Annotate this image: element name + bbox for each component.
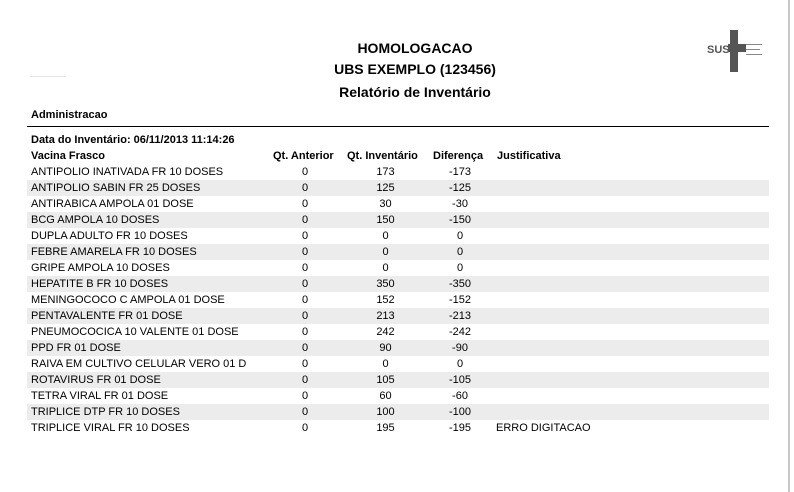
cell-vaccine-name: GRIPE AMPOLA 10 DOSES — [31, 262, 170, 274]
cell-qt-anterior: 0 — [301, 374, 309, 386]
logo-text: SUS — [707, 44, 730, 56]
cell-vaccine-name: TRIPLICE VIRAL FR 10 DOSES — [31, 422, 190, 434]
cell-qt-inventario: 30 — [379, 198, 392, 210]
cell-qt-anterior: 0 — [301, 166, 309, 178]
cell-vaccine-name: PENTAVALENTE FR 01 DOSE — [31, 310, 183, 322]
report-title-line1: HOMOLOGACAO — [357, 40, 473, 56]
cell-vaccine-name: MENINGOCOCO C AMPOLA 01 DOSE — [31, 294, 225, 306]
cell-qt-anterior: 0 — [301, 422, 309, 434]
cell-vaccine-name: DUPLA ADULTO FR 10 DOSES — [31, 230, 188, 242]
cell-qt-inventario: 173 — [376, 166, 395, 178]
col-header-justificativa: Justificativa — [497, 150, 561, 162]
cell-qt-inventario: 195 — [376, 422, 395, 434]
cell-qt-anterior: 0 — [301, 182, 309, 194]
cell-qt-inventario: 152 — [376, 294, 395, 306]
cell-qt-inventario: 60 — [379, 390, 392, 402]
faint-divider — [30, 76, 66, 77]
cell-qt-inventario: 0 — [382, 262, 389, 274]
cell-vaccine-name: TETRA VIRAL FR 01 DOSE — [31, 390, 169, 402]
cell-qt-anterior: 0 — [301, 214, 309, 226]
cell-qt-anterior: 0 — [301, 406, 309, 418]
col-header-diferenca: Diferença — [433, 150, 484, 162]
col-header-name: Vacina Frasco — [31, 150, 105, 162]
cell-qt-anterior: 0 — [301, 390, 309, 402]
report-title-line2: UBS EXEMPLO (123456) — [334, 61, 496, 77]
cell-diferenca: -213 — [448, 310, 472, 322]
table-row — [27, 164, 769, 180]
cell-qt-inventario: 350 — [376, 278, 395, 290]
cell-vaccine-name: FEBRE AMARELA FR 10 DOSES — [31, 246, 197, 258]
table-row — [27, 292, 769, 308]
cell-diferenca: -30 — [452, 198, 468, 210]
cell-diferenca: -105 — [448, 374, 472, 386]
table-row — [27, 196, 769, 212]
sus-cross-logo-icon — [706, 30, 766, 72]
table-row — [27, 388, 769, 404]
cell-qt-anterior: 0 — [301, 358, 309, 370]
cell-qt-inventario: 242 — [376, 326, 395, 338]
cell-vaccine-name: TRIPLICE DTP FR 10 DOSES — [31, 406, 180, 418]
cell-justificativa: ERRO DIGITACAO — [496, 422, 591, 434]
cell-diferenca: 0 — [456, 230, 464, 242]
cell-diferenca: -350 — [448, 278, 472, 290]
cell-vaccine-name: ANTIRABICA AMPOLA 01 DOSE — [31, 198, 194, 210]
cell-qt-inventario: 105 — [376, 374, 395, 386]
cell-vaccine-name: HEPATITE B FR 10 DOSES — [31, 278, 169, 290]
table-row — [27, 212, 769, 228]
table-row — [27, 324, 769, 340]
cell-diferenca: 0 — [456, 358, 464, 370]
cell-vaccine-name: BCG AMPOLA 10 DOSES — [31, 214, 160, 226]
section-title: Administracao — [31, 109, 108, 121]
cell-vaccine-name: ANTIPOLIO SABIN FR 25 DOSES — [31, 182, 201, 194]
cell-qt-anterior: 0 — [301, 230, 309, 242]
cell-vaccine-name: ROTAVIRUS FR 01 DOSE — [31, 374, 161, 386]
cell-diferenca: 0 — [456, 246, 464, 258]
table-row — [27, 404, 769, 420]
table-row — [27, 244, 769, 260]
cell-qt-inventario: 100 — [376, 406, 395, 418]
cell-diferenca: -195 — [448, 422, 472, 434]
cell-vaccine-name: RAIVA EM CULTIVO CELULAR VERO 01 D — [31, 358, 247, 370]
table-row — [27, 180, 769, 196]
cell-qt-inventario: 0 — [382, 230, 389, 242]
table-row — [27, 420, 769, 436]
cell-diferenca: -125 — [448, 182, 472, 194]
cell-diferenca: -150 — [448, 214, 472, 226]
table-row — [27, 276, 769, 292]
cell-qt-anterior: 0 — [301, 198, 309, 210]
cell-diferenca: -242 — [448, 326, 472, 338]
inventory-date — [31, 134, 235, 146]
cell-qt-anterior: 0 — [301, 246, 309, 258]
cell-diferenca: -60 — [452, 390, 468, 402]
cell-diferenca: -90 — [452, 342, 468, 354]
inventory-table — [27, 164, 769, 436]
cell-diferenca: -100 — [448, 406, 472, 418]
table-row — [27, 340, 769, 356]
report-header — [0, 38, 794, 103]
cell-qt-anterior: 0 — [301, 262, 309, 274]
report-title-line3: Relatório de Inventário — [339, 84, 491, 100]
cell-qt-inventario: 90 — [379, 342, 392, 354]
date-value: 06/11/2013 11:14:26 — [133, 134, 235, 146]
cell-qt-inventario: 0 — [382, 246, 389, 258]
cell-qt-inventario: 125 — [376, 182, 395, 194]
table-row — [27, 372, 769, 388]
cell-qt-inventario: 0 — [382, 358, 389, 370]
cell-qt-anterior: 0 — [301, 326, 309, 338]
table-row — [27, 260, 769, 276]
cell-diferenca: 0 — [456, 262, 464, 274]
date-label: Data do Inventário: — [31, 134, 131, 146]
cell-qt-anterior: 0 — [301, 310, 309, 322]
cell-qt-anterior: 0 — [301, 278, 309, 290]
cell-vaccine-name: PPD FR 01 DOSE — [31, 342, 121, 354]
cell-qt-anterior: 0 — [301, 294, 309, 306]
table-row — [27, 308, 769, 324]
table-row — [27, 356, 769, 372]
cell-qt-anterior: 0 — [301, 342, 309, 354]
cell-diferenca: -173 — [448, 166, 472, 178]
section-divider — [27, 126, 769, 127]
cell-qt-inventario: 213 — [376, 310, 395, 322]
col-header-anterior: Qt. Anterior — [273, 150, 334, 162]
cell-vaccine-name: PNEUMOCOCICA 10 VALENTE 01 DOSE — [31, 326, 239, 338]
table-row — [27, 228, 769, 244]
cell-diferenca: -152 — [448, 294, 472, 306]
cell-vaccine-name: ANTIPOLIO INATIVADA FR 10 DOSES — [31, 166, 224, 178]
col-header-inventario: Qt. Inventário — [347, 150, 418, 162]
cell-qt-inventario: 150 — [376, 214, 395, 226]
